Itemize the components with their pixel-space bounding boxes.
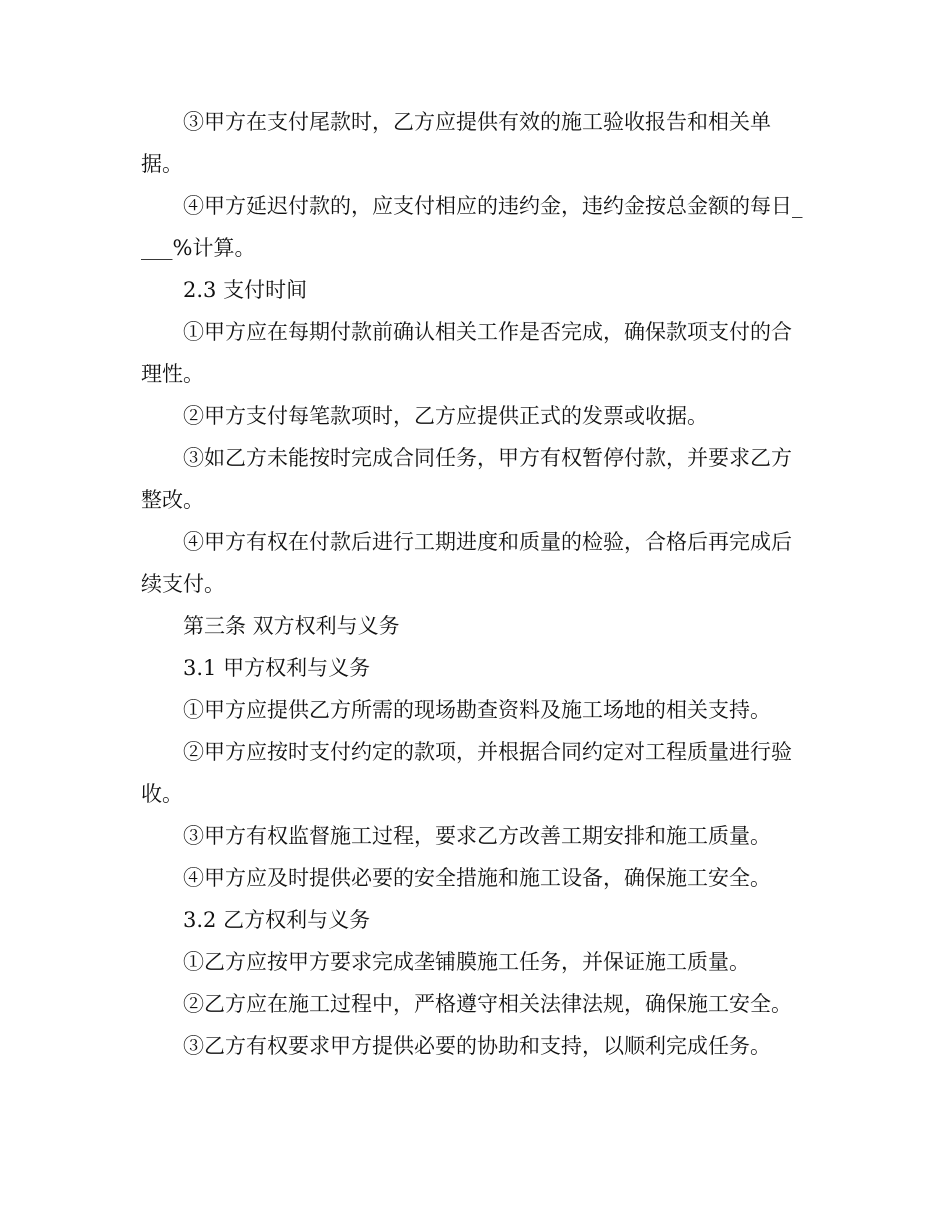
document-body xyxy=(141,101,806,1067)
paragraph-late-payment: ④甲方延迟付款的，应支付相应的违约金，违约金按总金额的每日____%计算。 xyxy=(141,194,803,260)
paragraph-invoice: ②甲方支付每笔款项时，乙方应提供正式的发票或收据。 xyxy=(183,404,708,428)
paragraph-a-provide-data: ①甲方应提供乙方所需的现场勘查资料及施工场地的相关支持。 xyxy=(183,698,771,722)
paragraph-confirm-work: ①甲方应在每期付款前确认相关工作是否完成，确保款项支付的合理性。 xyxy=(141,320,792,386)
paragraph-b-complete-task: ①乙方应按甲方要求完成垄铺膜施工任务，并保证施工质量。 xyxy=(183,950,750,974)
paragraph-b-request-support: ③乙方有权要求甲方提供必要的协助和支持，以顺利完成任务。 xyxy=(183,1034,771,1058)
paragraph-b-comply-law: ②乙方应在施工过程中，严格遵守相关法律法规，确保施工安全。 xyxy=(183,992,792,1016)
paragraph-final-payment: ③甲方在支付尾款时，乙方应提供有效的施工验收报告和相关单据。 xyxy=(141,110,771,176)
paragraph-inspection: ④甲方有权在付款后进行工期进度和质量的检验，合格后再完成后续支付。 xyxy=(141,530,792,596)
paragraph-a-pay-accept: ②甲方应按时支付约定的款项，并根据合同约定对工程质量进行验收。 xyxy=(141,740,792,806)
section-heading-payment-time: 2.3 支付时间 xyxy=(183,278,308,302)
paragraph-a-supervise: ③甲方有权监督施工过程，要求乙方改善工期安排和施工质量。 xyxy=(183,824,771,848)
paragraph-suspend-payment: ③如乙方未能按时完成合同任务，甲方有权暂停付款，并要求乙方整改。 xyxy=(141,446,792,512)
article-heading-rights: 第三条 双方权利与义务 xyxy=(183,614,400,638)
section-heading-party-b: 3.2 乙方权利与义务 xyxy=(183,908,371,932)
section-heading-party-a: 3.1 甲方权利与义务 xyxy=(183,656,371,680)
paragraph-a-safety: ④甲方应及时提供必要的安全措施和施工设备，确保施工安全。 xyxy=(183,866,771,890)
